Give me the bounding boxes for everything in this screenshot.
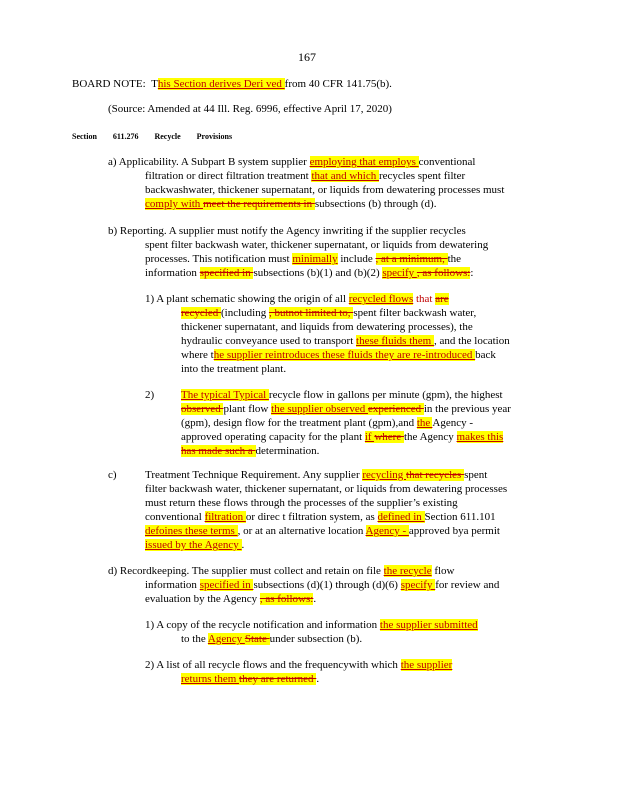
- para-d1-line-1: 1) A copy of the recycle notification and information the supplier submitted: [145, 619, 478, 631]
- para-a-line-3: backwashwater, thickener supernatant, or liquids from dewatering processes must: [145, 184, 505, 196]
- source-note: (Source: Amended at 44 Ill. Reg. 6996, effective April 17, 2020): [108, 103, 392, 115]
- para-c-line-1: Treatment Technique Requirement. Any supplier recycling that recycles spent: [145, 469, 488, 481]
- para-b2-line-3: (gpm), design flow for the treatment plant (gpm),and the Agency -: [181, 417, 474, 429]
- board-note: BOARD NOTE: This Section derives Deri ved from 40 CFR 141.75(b).: [72, 78, 392, 90]
- para-c-line-5: defoines these terms , or at an alternative location Agency - approved bya permit: [145, 525, 500, 537]
- board-note-label: BOARD NOTE:: [72, 78, 146, 90]
- para-d-line-1: d) Recordkeeping. The supplier must collect and retain on file the recycle flow: [108, 565, 455, 577]
- para-d1-line-2: to the Agency State under subsection (b).: [181, 633, 363, 645]
- para-b1-line-1: 1) A plant schematic showing the origin of all recycled flows that are: [145, 293, 449, 305]
- inserted-text: his Section derives Deri ved: [157, 78, 285, 90]
- para-c-line-2: filter backwash water, thickener supernatant, or liquids from dewatering processes: [145, 483, 508, 495]
- para-a-line-4: comply with meet the requirements in subsections (b) through (d).: [145, 198, 437, 210]
- para-b1-line-2: recycled (including , butnot limited to, spent filter backwash water,: [181, 307, 477, 319]
- para-d2-line-1: 2) A list of all recycle flows and the frequencywith which the supplier: [145, 659, 453, 671]
- para-c-label: c): [108, 469, 117, 481]
- para-b-line-3: processes. This notification must minimally include , at a minimum, the: [145, 253, 462, 265]
- page-number: 167: [298, 50, 316, 64]
- para-d2-line-2: returns them they are returned .: [181, 673, 320, 685]
- para-b1-line-6: into the treatment plant.: [181, 363, 287, 375]
- para-b2-number: 2): [145, 389, 155, 401]
- para-b2-line-4: approved operating capacity for the plant if where the Agency makes this: [181, 431, 504, 443]
- para-d-line-3: evaluation by the Agency , as follows:.: [145, 593, 317, 605]
- para-c-line-6: issued by the Agency .: [145, 539, 245, 551]
- para-b1-line-4: hydraulic conveyance used to transport these fluids them , and the location: [181, 335, 510, 347]
- para-b1-line-5: where the supplier reintroduces these fluids they are re-introduced back: [181, 349, 496, 361]
- para-b-line-4: information specified in subsections (b)(1) and (b)(2) specify , as follows::: [145, 267, 474, 279]
- section-heading: Section 611.276 Recycle Provisions: [72, 132, 233, 141]
- para-b2-line-1: The typical Typical recycle flow in gallons per minute (gpm), the highest: [181, 389, 503, 401]
- para-d-line-2: information specified in subsections (d)(1) through (d)(6) specify for review and: [145, 579, 500, 591]
- para-c-line-3: must return these flows through the processes of the supplier’s existing: [145, 497, 458, 509]
- para-b-line-1: b) Reporting. A supplier must notify the Agency inwriting if the supplier recycles: [108, 225, 466, 237]
- para-b2-line-5: has made such a determination.: [181, 445, 320, 457]
- para-b-line-2: spent filter backwash water, thickener supernatant, or liquids from dewatering: [145, 239, 489, 251]
- para-a-line-2: filtration or direct filtration treatment that and which recycles spent filter: [145, 170, 466, 182]
- para-a-line-1: a) Applicability. A Subpart B system supplier employing that employs conventional: [108, 156, 476, 168]
- para-b1-line-3: thickener supernatant, and liquids from dewatering processes), the: [181, 321, 473, 333]
- para-c-line-4: conventional filtration or direc t filtration system, as defined in Section 611.101: [145, 511, 496, 523]
- para-b2-line-2: observed plant flow the supplier observed experienced in the previous year: [181, 403, 511, 415]
